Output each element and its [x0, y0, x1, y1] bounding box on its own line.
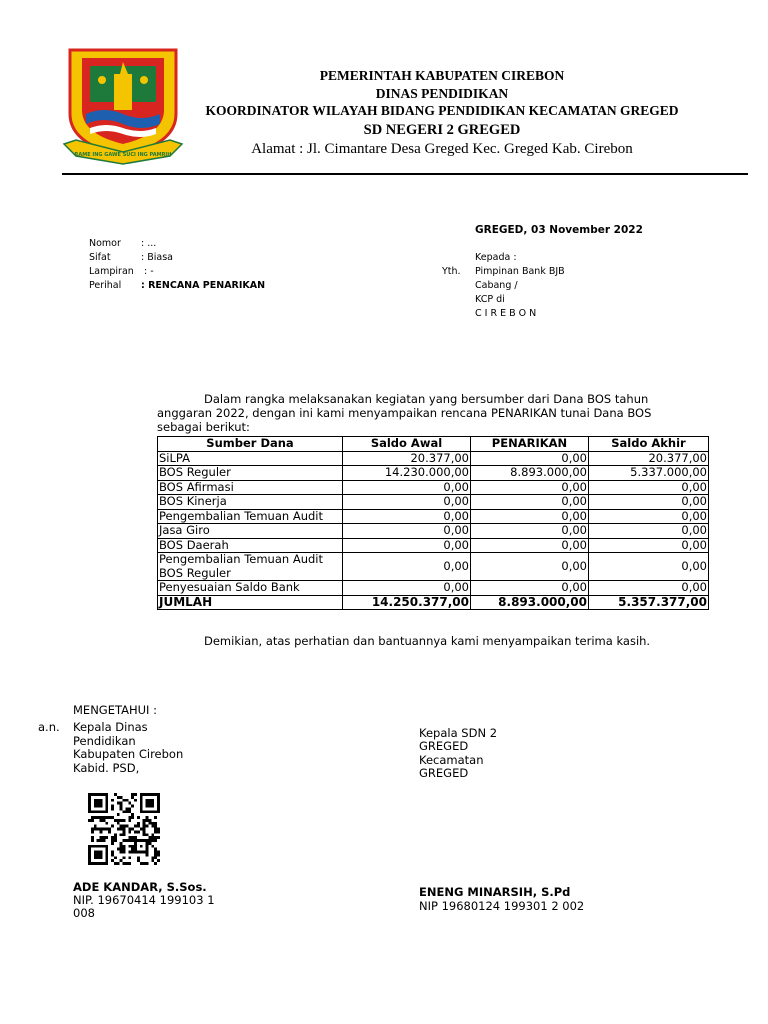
recipient-line1: Pimpinan Bank BJB	[475, 266, 565, 277]
mengetahui-label: MENGETAHUI :	[73, 703, 157, 717]
fund-name: Jasa Giro	[158, 524, 343, 539]
penarikan: 0,00	[471, 480, 589, 495]
table-row	[158, 509, 709, 524]
letterhead-government: PEMERINTAH KABUPATEN CIREBON	[319, 68, 565, 83]
table-row	[158, 581, 709, 596]
right-title-1: Kepala SDN 2	[419, 726, 498, 740]
letterhead-address: Alamat : Jl. Cimantare Desa Greged Kec. Greged Kab. Cirebon	[251, 141, 633, 157]
meta-sifat-value: : Biasa	[141, 252, 173, 263]
table-row	[158, 553, 709, 581]
fund-name: Penyesuaian Saldo Bank	[158, 581, 343, 596]
left-title-1: Kepala Dinas	[73, 720, 148, 734]
saldo-akhir: 0,00	[589, 480, 709, 495]
letter-date: GREGED, 03 November 2022	[475, 224, 643, 236]
penarikan: 0,00	[471, 553, 589, 581]
fund-name: Pengembalian Temuan Audit BOS Reguler	[158, 553, 343, 581]
meta-lampiran-label: Lampiran	[89, 266, 134, 277]
meta-perihal-value: : RENCANA PENARIKAN	[141, 280, 266, 291]
saldo-awal: 0,00	[343, 509, 471, 524]
right-title-4: GREGED	[419, 766, 469, 780]
saldo-awal: 14.230.000,00	[343, 466, 471, 481]
saldo-awal: 0,00	[343, 524, 471, 539]
right-title-2: GREGED	[419, 739, 469, 753]
header-saldo-awal: Saldo Awal	[343, 437, 471, 452]
table-row	[158, 451, 709, 466]
fund-name: BOS Reguler	[158, 466, 343, 481]
letterhead-coordinator: KOORDINATOR WILAYAH BIDANG PENDIDIKAN KECAMATAN GREGED	[205, 103, 679, 118]
letterhead-divider	[62, 173, 748, 175]
fund-table	[157, 436, 709, 610]
saldo-akhir: 5.337.000,00	[589, 466, 709, 481]
left-title-4: Kabid. PSD,	[73, 761, 140, 775]
intro-line-3: sebagai berikut:	[157, 420, 250, 434]
fund-name: BOS Kinerja	[158, 495, 343, 510]
left-title-3: Kabupaten Cirebon	[73, 747, 184, 761]
left-signatory-name: ADE KANDAR, S.Sos.	[73, 880, 207, 894]
table-row	[158, 538, 709, 553]
saldo-akhir: 20.377,00	[589, 451, 709, 466]
meta-perihal-label: Perihal	[89, 280, 122, 291]
penarikan: 0,00	[471, 538, 589, 553]
fund-name: SiLPA	[158, 451, 343, 466]
saldo-awal: 0,00	[343, 538, 471, 553]
fund-name: BOS Afirmasi	[158, 480, 343, 495]
meta-lampiran-value: : -	[144, 266, 154, 277]
saldo-akhir: 0,00	[589, 495, 709, 510]
penarikan: 0,00	[471, 495, 589, 510]
letterhead-school: SD NEGERI 2 GREGED	[363, 122, 521, 138]
header-saldo-akhir: Saldo Akhir	[589, 437, 709, 452]
qr-code	[86, 793, 162, 865]
left-title-2: Pendidikan	[73, 734, 136, 748]
saldo-akhir: 0,00	[589, 581, 709, 596]
closing-text: Demikian, atas perhatian dan bantuannya kami menyampaikan terima kasih.	[204, 634, 651, 648]
penarikan: 0,00	[471, 581, 589, 596]
saldo-akhir: 0,00	[589, 538, 709, 553]
penarikan: 8.893.000,00	[471, 466, 589, 481]
saldo-akhir: 0,00	[589, 553, 709, 581]
table-row	[158, 495, 709, 510]
logo-motto: RAME ING GAWE SUCI ING PAMRIH	[74, 152, 172, 158]
table-row	[158, 466, 709, 481]
recipient-line2: Cabang /	[475, 280, 518, 291]
left-signatory-nip-2: 008	[73, 906, 95, 920]
intro-line-1: Dalam rangka melaksanakan kegiatan yang bersumber dari Dana BOS tahun	[204, 392, 649, 406]
total-saldo-akhir: 5.357.377,00	[589, 595, 709, 610]
right-signatory-nip: NIP 19680124 199301 2 002	[419, 899, 585, 913]
table-row	[158, 480, 709, 495]
recipient-yth: Yth.	[442, 266, 461, 277]
saldo-awal: 0,00	[343, 553, 471, 581]
saldo-awal: 0,00	[343, 581, 471, 596]
penarikan: 0,00	[471, 524, 589, 539]
table-row	[158, 524, 709, 539]
penarikan: 0,00	[471, 451, 589, 466]
right-signatory-name: ENENG MINARSIH, S.Pd	[419, 885, 571, 899]
meta-nomor-label: Nomor	[89, 238, 121, 249]
recipient-line3: KCP di	[475, 294, 505, 305]
saldo-awal: 0,00	[343, 495, 471, 510]
saldo-awal: 20.377,00	[343, 451, 471, 466]
total-saldo-awal: 14.250.377,00	[343, 595, 471, 610]
saldo-akhir: 0,00	[589, 509, 709, 524]
fund-name: BOS Daerah	[158, 538, 343, 553]
table-total-row	[158, 595, 709, 610]
fund-name: Pengembalian Temuan Audit	[158, 509, 343, 524]
total-penarikan: 8.893.000,00	[471, 595, 589, 610]
meta-sifat-label: Sifat	[89, 252, 111, 263]
saldo-akhir: 0,00	[589, 524, 709, 539]
header-sumber-dana: Sumber Dana	[158, 437, 343, 452]
recipient-kepada: Kepada :	[475, 252, 517, 263]
table-header-row	[158, 437, 709, 452]
meta-nomor-value: : ...	[141, 238, 157, 249]
intro-line-2: anggaran 2022, dengan ini kami menyampaikan rencana PENARIKAN tunai Dana BOS	[157, 406, 652, 420]
an-label: a.n.	[38, 720, 60, 734]
letterhead-agency: DINAS PENDIDIKAN	[375, 86, 509, 101]
saldo-awal: 0,00	[343, 480, 471, 495]
right-title-3: Kecamatan	[419, 753, 484, 767]
total-label: JUMLAH	[158, 595, 343, 610]
recipient-line4: C I R E B O N	[475, 308, 537, 319]
penarikan: 0,00	[471, 509, 589, 524]
header-penarikan: PENARIKAN	[471, 437, 589, 452]
left-signatory-nip-1: NIP. 19670414 199103 1	[73, 893, 215, 907]
